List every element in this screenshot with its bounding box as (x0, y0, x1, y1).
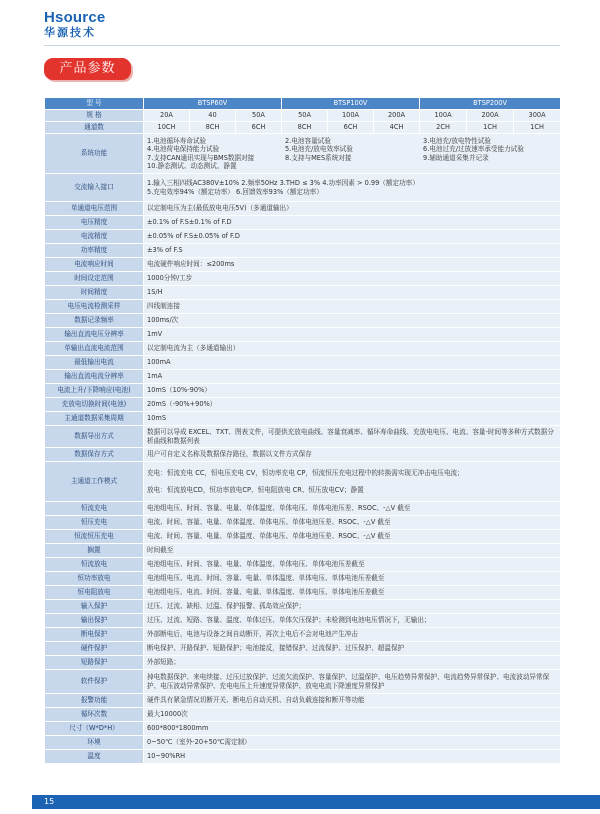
row-label: 单通道电压范围 (45, 202, 144, 216)
row-label: 输出直流电压分辨率 (45, 328, 144, 342)
software-label: 软件保护 (45, 670, 144, 694)
row-value: 600*800*1800mm (144, 722, 561, 736)
row-label: 功率精度 (45, 244, 144, 258)
row-value: 1mA (144, 370, 561, 384)
row-label: 恒功率放电 (45, 572, 144, 586)
function-item: 1.电池循环寿命试验 (147, 137, 207, 146)
spec-row (45, 202, 561, 216)
spec-cell: 20A (144, 110, 190, 122)
mode-cell (144, 462, 561, 502)
row-value: 电池组电压、时间、容量、电量、单体温度、单体电压、单体电池压差截至 (144, 558, 561, 572)
spec-row (45, 708, 561, 722)
channel-cell: 10CH (144, 122, 190, 134)
row-value: 0~50℃（室外-20+50℃需定制） (144, 736, 561, 750)
row-label: 电压电流检测采样 (45, 300, 144, 314)
spec-row (45, 286, 561, 300)
spec-row (45, 398, 561, 412)
spec-cell: 100A (420, 110, 467, 122)
function-item: 7.支持CAN通讯实现与BMS数据对接 (147, 153, 255, 162)
storage-label: 数据保存方式 (45, 448, 144, 462)
spec-row (45, 544, 561, 558)
spec-cell: 100A (328, 110, 374, 122)
channel-cell: 4CH (374, 122, 420, 134)
functions-label: 系统功能 (45, 134, 144, 174)
spec-row (45, 244, 561, 258)
brand-name-cn: 华源技术 (44, 26, 96, 39)
channel-label: 通道数 (45, 122, 144, 134)
row-value: ±0.05% of F.S±0.05% of F.D (144, 230, 561, 244)
software-row (45, 670, 561, 694)
row-label: 恒流恒压充电 (45, 530, 144, 544)
row-value: 10mS（10%-90%） (144, 384, 561, 398)
ac-input-row (45, 174, 561, 202)
spec-row (45, 516, 561, 530)
brand-name-en: Hsource (44, 9, 106, 26)
row-label: 电流响应时间 (45, 258, 144, 272)
spec-row (45, 572, 561, 586)
channel-cell: 6CH (236, 122, 282, 134)
spec-row (45, 412, 561, 426)
channel-row (45, 122, 561, 134)
spec-cell: 50A (282, 110, 328, 122)
spec-row (45, 370, 561, 384)
row-value: 时间截至 (144, 544, 561, 558)
software-value: 掉电数据保护、来电续接、过压过放保护、过流欠流保护、容量保护、过温保护、电压趋势异常保护、电流趋势异常保护、电流波动异常保护、电压波动异常保护、充电电压上升速度异常保护、放电电流下降速度异常保护 (144, 670, 561, 694)
functions-grid (147, 137, 557, 170)
spec-table (44, 97, 561, 764)
functions-row (45, 134, 561, 174)
row-value: 断电保护、开路保护、短路保护；电池接反，接错保护、过流保护、过压保护、超温保护 (144, 642, 561, 656)
function-item: 6.电池过充/过放速率承受能力试验 (423, 145, 524, 154)
function-item: 2.电池容量试验 (285, 137, 331, 146)
row-label: 报警功能 (45, 694, 144, 708)
row-value: 以定制电压为主(最低放电电压5V)（多通道输出） (144, 202, 561, 216)
row-value: 10mS (144, 412, 561, 426)
row-label: 电流精度 (45, 230, 144, 244)
row-value: 过压、过流、短路、容量、温度、单体过压、单体欠压保护；未检测到电池电压情况下，无输出； (144, 614, 561, 628)
spec-row (45, 750, 561, 764)
spec-row (45, 722, 561, 736)
spec-cell: 200A (374, 110, 420, 122)
model-cell: BTSP200V (420, 98, 561, 110)
ac-input-cell (144, 174, 561, 202)
spec-row (45, 300, 561, 314)
row-value: 以定制电流为主（多通道输出） (144, 342, 561, 356)
mode-charge: 充电：恒流充电 CC，恒电压充电 CV，恒功率充电 CP，恒流恒压充电过程中的转换需实现无冲击电压电流； (147, 469, 464, 478)
spec-row (45, 384, 561, 398)
spec-row (45, 530, 561, 544)
row-value: 外部短路； (144, 656, 561, 670)
row-value: ±0.1% of F.S±0.1% of F.D (144, 216, 561, 230)
channel-cell: 2CH (420, 122, 467, 134)
function-item: 3.电池充/放电特性试验 (423, 137, 491, 146)
functions-cell (144, 134, 561, 174)
function-item: 5.电池充/放电效率试验 (285, 145, 353, 154)
row-label: 环境 (45, 736, 144, 750)
spec-row (45, 230, 561, 244)
row-value: 1S/H (144, 286, 561, 300)
section-title-badge (44, 58, 131, 80)
function-item: 4.电池荷电保持能力试验 (147, 145, 220, 154)
spec-row (45, 272, 561, 286)
row-value: 电流硬件响应时间：≤200ms (144, 258, 561, 272)
spec-row (45, 558, 561, 572)
header-divider (44, 45, 560, 46)
row-label: 恒压充电 (45, 516, 144, 530)
spec-row (45, 600, 561, 614)
spec-row (45, 216, 561, 230)
row-label: 循环次数 (45, 708, 144, 722)
model-cell: BTSP60V (144, 98, 282, 110)
footer-bar (32, 795, 600, 809)
model-cell: BTSP100V (282, 98, 420, 110)
spec-row (45, 614, 561, 628)
spec-row (45, 628, 561, 642)
page-number: 15 (44, 797, 55, 806)
row-label: 时间设定范围 (45, 272, 144, 286)
row-value: 电池组电压、电流、时间、容量、电量、单体温度、单体电压、单体电池压差截至 (144, 572, 561, 586)
row-value: 20mS（-90%+90%） (144, 398, 561, 412)
row-label: 主通道数据采集周期 (45, 412, 144, 426)
row-label: 温度 (45, 750, 144, 764)
row-value: 过压、过流、缺相、过温、保护报警、孤岛效应保护； (144, 600, 561, 614)
row-label: 电流上升/下降响应(电池) (45, 384, 144, 398)
row-label: 硬件保护 (45, 642, 144, 656)
row-value: ±3% of F.S (144, 244, 561, 258)
spec-cell: 50A (236, 110, 282, 122)
row-label: 时间精度 (45, 286, 144, 300)
ac-input-label: 交流输入接口 (45, 174, 144, 202)
spec-row (45, 356, 561, 370)
spec-cell: 200A (467, 110, 514, 122)
row-value: 最大10000次 (144, 708, 561, 722)
row-label: 恒电阻放电 (45, 586, 144, 600)
storage-value: 用户可自定义名称及数据保存路径，数据以文件方式保存 (144, 448, 561, 462)
row-label: 搁置 (45, 544, 144, 558)
channel-cell: 6CH (328, 122, 374, 134)
function-item: 8.支持与MES系统对接 (285, 153, 352, 162)
row-value: 硬件具有紧急情况切断开关、断电后自动关机、自动负载连接和断开等功能 (144, 694, 561, 708)
row-label: 电压精度 (45, 216, 144, 230)
page-footer (0, 783, 600, 814)
channel-cell: 1CH (467, 122, 514, 134)
export-row (45, 426, 561, 448)
row-value: 电池组电压、电流、时间、容量、电量、单体温度、单体电压、单体电池压差截至 (144, 586, 561, 600)
function-item: 9.辅助通道采集并记录 (423, 153, 489, 162)
storage-row (45, 448, 561, 462)
spec-row (45, 110, 561, 122)
row-label: 短路保护 (45, 656, 144, 670)
row-label: 恒流放电 (45, 558, 144, 572)
row-label: 单输出直流电流范围 (45, 342, 144, 356)
spec-cell: 300A (514, 110, 561, 122)
spec-row (45, 314, 561, 328)
spec-row (45, 694, 561, 708)
row-label: 尺寸（W*D*H） (45, 722, 144, 736)
row-label: 数据记录频率 (45, 314, 144, 328)
ac-input-line: 5.充电效率94%（额定功率） 6.回馈效率93%（额定功率） (147, 187, 323, 196)
mode-discharge: 放电：恒流放电CD，恒功率放电CP、恒电阻放电 CR、恒压放电CV；静置 (147, 485, 364, 494)
brand-logo (44, 10, 105, 39)
spec-row (45, 656, 561, 670)
row-label: 输出保护 (45, 614, 144, 628)
row-value: 100mA (144, 356, 561, 370)
spec-cell: 40 (190, 110, 236, 122)
mode-row (45, 462, 561, 502)
row-label: 输出直流电流分辨率 (45, 370, 144, 384)
row-value: 1000分钟/工步 (144, 272, 561, 286)
function-item: 10.静态测试、动态测试、静置 (147, 161, 237, 170)
channel-cell: 8CH (282, 122, 328, 134)
export-label: 数据导出方式 (45, 426, 144, 448)
spec-row (45, 642, 561, 656)
row-value: 电流、时间、容量、电量、单体温度、单体电压、单体电池压差、RSOC、-△V 截至 (144, 516, 561, 530)
row-value: 电流、时间、容量、电量、单体温度、单体电压、单体电池压差、RSOC、-△V 截至 (144, 530, 561, 544)
row-value: 10~90%RH (144, 750, 561, 764)
row-label: 恒流充电 (45, 502, 144, 516)
spec-row (45, 328, 561, 342)
spec-row (45, 502, 561, 516)
row-value: 四线制连接 (144, 300, 561, 314)
row-label: 最低输出电流 (45, 356, 144, 370)
mode-label: 主通道工作模式 (45, 462, 144, 502)
channel-cell: 8CH (190, 122, 236, 134)
row-label: 输入保护 (45, 600, 144, 614)
row-label: 充放电切换时间(电池) (45, 398, 144, 412)
row-value: 外部断电后，电池与设备之间自动断开，再次上电后不会对电池产生冲击 (144, 628, 561, 642)
ac-input-line: 1.输入三相四线AC380V±10% 2.频率50Hz 3.THD ≤ 3% 4.功率因素 > 0.99（额定功率） (147, 179, 419, 188)
spec-row (45, 736, 561, 750)
row-label: 断电保护 (45, 628, 144, 642)
model-label: 型 号 (45, 98, 144, 110)
export-value: 数据可以导成 EXCEL、TXT、图表文件，可提供充放电曲线、容量衰减率、循环寿命曲线、充放电电压、电流、容量-时间等多种方式数据分析曲线和数据列表 (144, 426, 561, 448)
row-value: 1mV (144, 328, 561, 342)
spec-row (45, 258, 561, 272)
spec-row (45, 342, 561, 356)
row-value: 100ms/次 (144, 314, 561, 328)
row-value: 电池组电压、时间、容量、电量、单体温度、单体电压、单体电池压差、RSOC、-△V 截至 (144, 502, 561, 516)
section-title: 产品参数 (59, 61, 116, 76)
table-header-row (45, 98, 561, 110)
channel-cell: 1CH (514, 122, 561, 134)
spec-label: 规 格 (45, 110, 144, 122)
spec-row (45, 586, 561, 600)
